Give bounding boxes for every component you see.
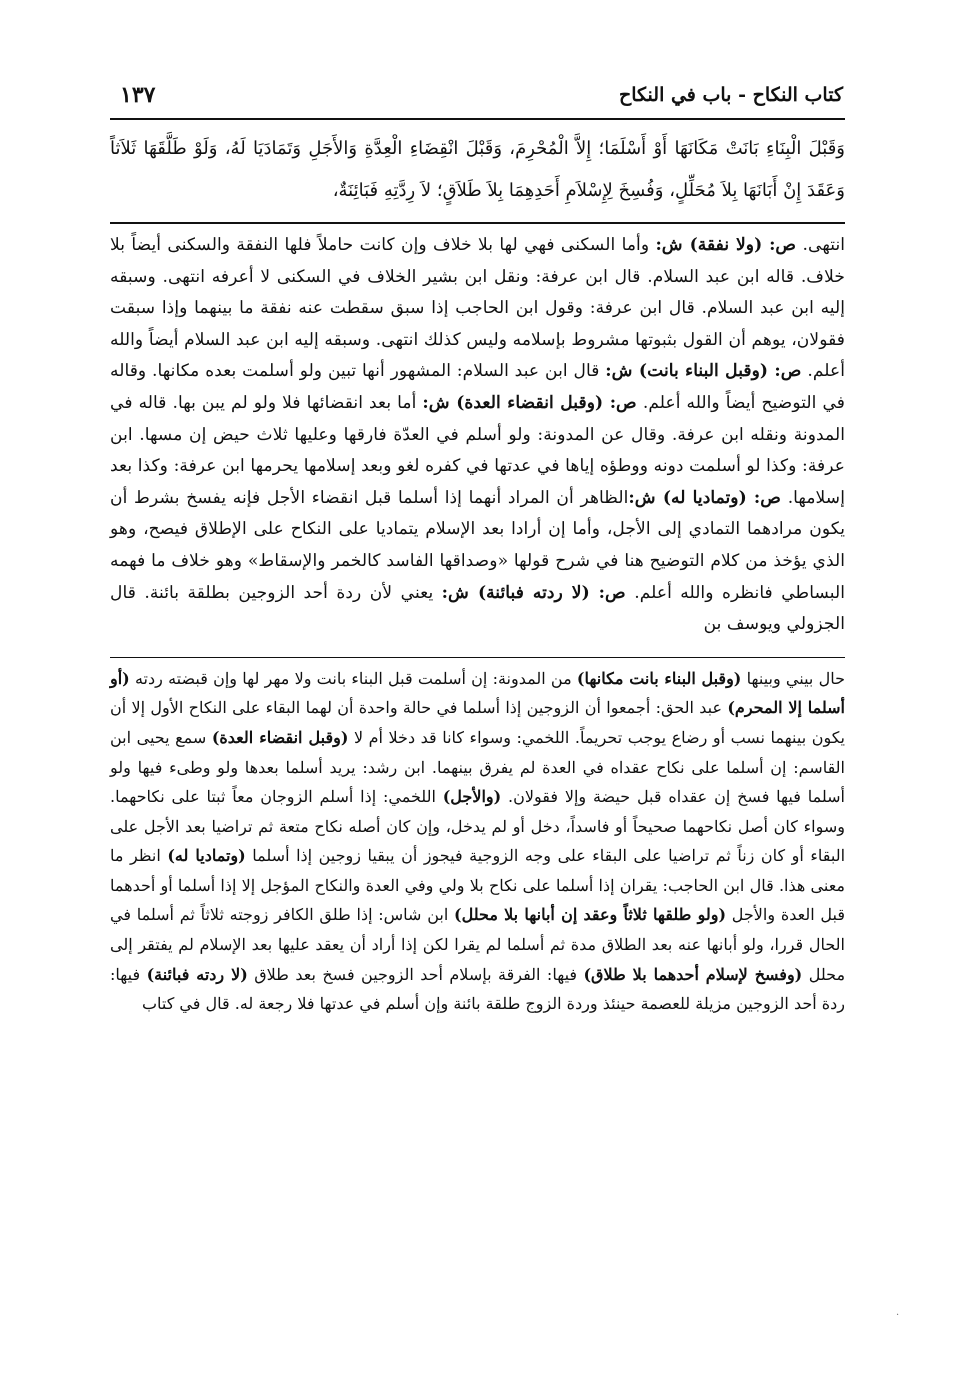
margin-notes-text	[110, 664, 845, 1019]
hashiya-segment: انظر ما معنى هذا. قال ابن الحاجب: يقران إذا أسلما على نكاح بلا ولي وفي العدة والنكاح المؤجل إلا إذا أسلما أو أحدهما قبل العدة والأجل	[110, 846, 846, 925]
hashiya-marker: (لا ردته فبائنة)	[146, 964, 248, 984]
running-header	[110, 72, 845, 120]
sharh-marker: ص: (وقبل البناء بانت) ش:	[605, 361, 802, 382]
hashiya-segment: من المدونة: إن أسلمت قبل البناء بانت ولا مهر لها وإن قبضته ردته	[129, 668, 577, 688]
main-text	[110, 128, 845, 212]
sharh-marker: ص: (لا ردته فبائنة) ش:	[441, 582, 626, 603]
page-number: ١٣٧	[120, 82, 156, 108]
hashiya-marker: (أو أسلما إلا المحرم)	[110, 668, 845, 718]
scan-speck: ·	[896, 1310, 900, 1321]
hashiya-marker: (ولو طلقها ثلاثاً وعقد إن أبانها بلا محلل)	[454, 905, 727, 925]
hashiya-marker: (وفسخ لإسلام أحدهما بلا طلاق)	[583, 964, 803, 984]
book-page	[110, 72, 845, 1019]
hashiya-segment: فيها: ردة أحد الزوجين مزيلة للعصمة حينئذ وردة الزوج طلقة بائنة وإن أسلم في عدتها فلا رجعة له. قال في كتاب	[110, 964, 845, 1014]
sharh-segment: وأما السكنى فهي لها بلا خلاف وإن كانت حاملاً فلها النفقة والسكنى أيضاً بلا خلاف. قاله ابن عبد السلام. قال ابن عرفة: ونقل ابن بشير الخلاف في السكنى لا أعرفه انتهى. وسبقه إليه ابن عبد السلام. قال ابن عرفة: وقول ابن الحاجب إذا سبق سقطت عنه نفقة ما بينهما وإذا سبقت فقولان، يوهم أن القول بثبوتها مشروط بإسلامه وليس كذلك انتهى. وسبقه إليه ابن عبد السلام أيضاً والله أعلم.	[110, 235, 845, 382]
chapter-title: كتاب النكاح - باب في النكاح	[619, 84, 843, 106]
sharh-segment: قال ابن عبد السلام: المشهور أنها تبين ولو أسلمت بعده مكانها. وقاله في التوضيح أيضاً والله أعلم.	[110, 361, 845, 413]
sharh-marker: ص: (وقبل انقضاء العدة) ش:	[422, 392, 637, 413]
hashiya-segment: سمع يحيى ابن القاسم: إن أسلما على نكاح عقداه في العدة لم يفرق بينهما. ابن رشد: يريد أسلما بعدها ولو وطىء فيها ولو أسلما فيها فسخ إن عقداه قبل حيضة وإلا فقولان.	[110, 727, 845, 807]
hashiya-segment: ابن شاس: إذا طلق الكافر زوجته ثلاثاً ثم أسلما في الحال قررا، ولو أبانها عنه بعد الطلاق مدة ثم أسلما لم يقرا لكن إذا أراد أن يعقد عليها بعد الإسلام لم يفتقر إلى محلل	[110, 905, 846, 984]
hashiya-segment: فيها: الفرقة بإسلام أحد الزوجين فسخ بعد طلاق	[247, 964, 584, 984]
sharh-marker: ص: (وتماديا له) ش:	[628, 487, 782, 508]
commentary-text	[110, 230, 845, 641]
sharh-segment: الظاهر أن المراد أنهما إذا أسلما قبل انقضاء الأجل فإنه يفسخ بشرط أن يكون مرادهما التمادي إلى الأجل، وأما إن أرادا بعد الإسلام يتماديا على النكاح على الإطلاق فيصح، وهو الذي يؤخذ من كلام التوضيح هنا في شرح قولها «وصداقها الفاسد كالخمر والإسقاط» وهو خلاف ما فهمه البساطي فانظره والله أعلم.	[110, 487, 845, 603]
sharh-segment: أما بعد انقضائها فلا ولو لم يبن بها. قاله في المدونة ونقله ابن عرفة. وقال عن المدونة: ولو أسلم في العدّة فارقها وعليها ثلاث حيض إن مسها. ابن عرفة: وكذا لو أسلمت دونه ووطؤه إياها في عدتها في كفره لغو وبعد إسلامها يحرمها ابن عرفة: وكذا بعد إسلامها.	[110, 392, 845, 508]
sharh-segment: يعني لأن ردة أحد الزوجين بطلقة بائنة. قال الجزولي ويوسف بن	[110, 582, 845, 635]
sharh-marker: ص: (ولا نفقة) ش:	[655, 235, 797, 255]
hashiya-marker: (والأجل)	[442, 787, 502, 807]
footnote-divider	[110, 657, 845, 658]
hashiya-marker: (وقبل البناء بانت مكانها)	[576, 668, 742, 688]
hashiya-segment: حال بيني وبينها	[741, 668, 846, 688]
hashiya-segment: اللخمي: إذا أسلم الزوجان معاً ثبتا على نكاحهما. وسواء كان أصل نكاحهما صحيحاً أو فاسداً، دخل أو لم يدخل، وإن كان أصله نكاح متعة ثم تراضيا بعد الأجل على البقاء أو كان زناً ثم تراضيا على البقاء على وجه الزوجية فيجوز أن يبقيا زوجين إذا أسلما	[110, 787, 846, 866]
matn-divider	[110, 222, 845, 224]
hashiya-marker: (وقبل انقضاء العدة)	[211, 727, 349, 747]
sharh-segment: انتهى.	[796, 235, 846, 255]
hashiya-segment: عبد الحق: أجمعوا أن الزوجين إذا أسلما في حالة واحدة أن لهما البقاء على النكاح الأول إلا أن يكون بينهما نسب أو رضاع يوجب تحريماً. اللخمي: وسواء كانا قد دخلا أم لا	[110, 698, 845, 747]
matn-segment: وَقَبْلَ الْبِنَاءِ بَانَتْ مَكَانَهَا أَوْ أَسْلَمَا؛ إِلاَّ الْمُحْرِمَ، وَقَبْلَ انْقِضَاءِ الْعِدَّةِ وَالأَجَلِ وَتَمَادَيَا لَهُ، وَلَوْ طَلَّقَهَا ثَلاَثاً وَعَقَدَ إِنْ أَبَانَهَا بِلاَ مُحَلِّلٍ، وَفُسِخَ لِإِسْلاَمِ أَحَدِهِمَا بِلاَ طَلاَقٍ؛ لاَ رِدَّتِهِ فَبَائِنَةٌ،	[110, 138, 845, 201]
hashiya-marker: (وتماديا له)	[167, 846, 246, 866]
